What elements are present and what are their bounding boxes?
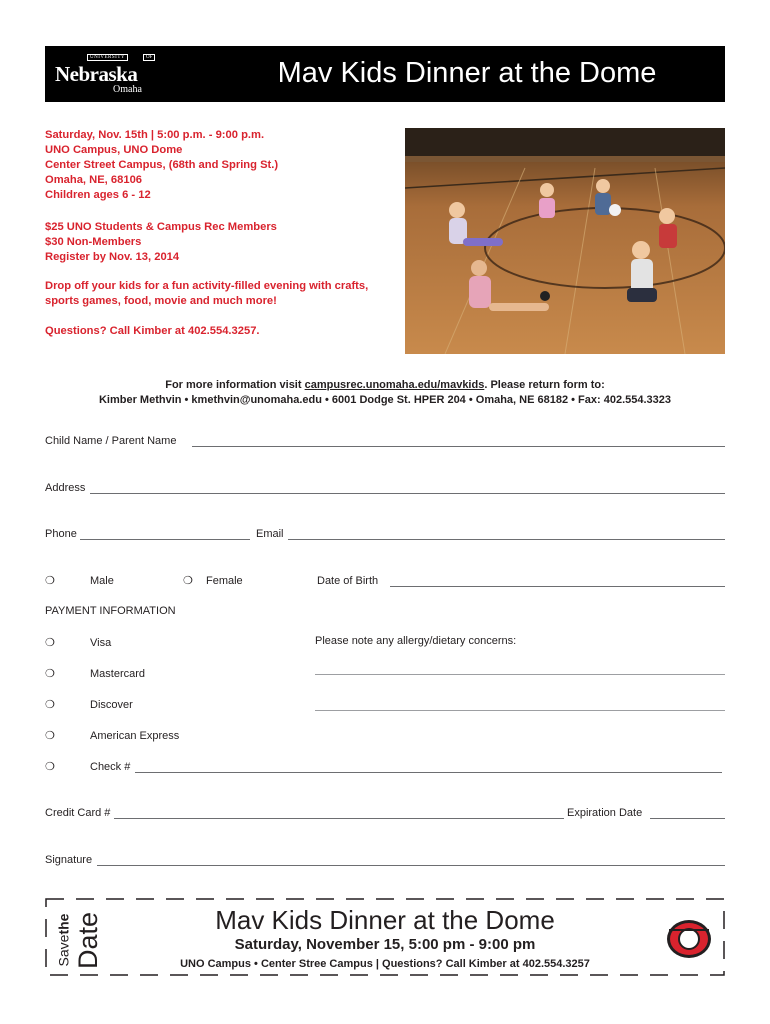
logo-university-text: UNIVERSITY xyxy=(87,54,128,61)
payment-heading: PAYMENT INFORMATION xyxy=(45,605,176,617)
expiration-field[interactable] xyxy=(650,818,725,819)
email-label: Email xyxy=(256,528,284,540)
contact-info xyxy=(45,378,725,408)
event-detail-line: Omaha, NE, 68106 xyxy=(45,174,143,186)
female-label: Female xyxy=(206,575,243,587)
allergy-field-line-1[interactable] xyxy=(315,674,725,675)
check-number-field[interactable] xyxy=(135,772,722,773)
expiration-label: Expiration Date xyxy=(567,807,643,819)
event-detail-line: Children ages 6 - 12 xyxy=(45,189,151,201)
email-field[interactable] xyxy=(288,539,725,540)
signature-field[interactable] xyxy=(97,865,725,866)
logo-of-text: OF xyxy=(143,54,155,61)
uno-o-logo xyxy=(663,916,715,962)
page-title: Mav Kids Dinner at the Dome xyxy=(277,57,657,89)
logo-nebraska-text: Nebraska xyxy=(55,62,138,86)
discover-label: Discover xyxy=(90,699,133,711)
save-the-date-line: UNO Campus • Center Stree Campus | Questions? Call Kimber at 402.554.3257 xyxy=(180,958,590,970)
child-parent-label: Child Name / Parent Name xyxy=(45,435,177,447)
pricing-line: $30 Non-Members xyxy=(45,236,142,248)
phone-field[interactable] xyxy=(80,539,250,540)
dob-label: Date of Birth xyxy=(317,575,379,587)
dob-field[interactable] xyxy=(390,586,725,587)
discover-checkbox[interactable]: ❍ xyxy=(45,699,55,711)
event-pricing xyxy=(45,220,395,265)
event-details xyxy=(45,128,395,203)
pricing-line: $25 UNO Students & Campus Rec Members xyxy=(45,221,277,233)
mastercard-label: Mastercard xyxy=(90,668,146,680)
unomaha-logo xyxy=(51,52,171,96)
male-label: Male xyxy=(90,575,114,587)
save-the-date-mark xyxy=(52,903,104,973)
description-line: sports games, food, movie and much more! xyxy=(45,295,277,307)
allergy-label: Please note any allergy/dietary concerns: xyxy=(315,635,517,647)
mastercard-checkbox[interactable]: ❍ xyxy=(45,668,55,680)
credit-card-field[interactable] xyxy=(114,818,564,819)
event-detail-line: UNO Campus, UNO Dome xyxy=(45,144,183,156)
info-url-link[interactable]: campusrec.unomaha.edu/mavkids xyxy=(304,379,485,391)
event-description xyxy=(45,279,395,309)
the-text: the xyxy=(55,913,72,935)
female-checkbox[interactable]: ❍ xyxy=(183,575,193,587)
male-checkbox[interactable]: ❍ xyxy=(45,575,55,587)
date-text: Date xyxy=(73,911,104,970)
amex-checkbox[interactable]: ❍ xyxy=(45,730,55,742)
signature-label: Signature xyxy=(45,854,93,866)
visa-checkbox[interactable]: ❍ xyxy=(45,637,55,649)
kids-gym-photo xyxy=(405,128,725,354)
save-the-date-title: Mav Kids Dinner at the Dome xyxy=(215,905,555,935)
amex-label: American Express xyxy=(90,730,180,742)
contact-prefix: For more information visit xyxy=(165,379,305,391)
allergy-field-line-2[interactable] xyxy=(315,710,725,711)
phone-label: Phone xyxy=(45,528,77,540)
contact-line-1 xyxy=(45,378,725,393)
check-checkbox[interactable]: ❍ xyxy=(45,761,55,773)
event-detail-line: Saturday, Nov. 15th | 5:00 p.m. - 9:00 p.m. xyxy=(45,129,265,141)
address-label: Address xyxy=(45,482,86,494)
event-questions: Questions? Call Kimber at 402.554.3257. xyxy=(45,325,260,337)
pricing-line: Register by Nov. 13, 2014 xyxy=(45,251,180,263)
event-detail-line: Center Street Campus, (68th and Spring St.) xyxy=(45,159,279,171)
save-text: Save xyxy=(55,934,72,967)
child-parent-field[interactable] xyxy=(192,446,725,447)
contact-line-2: Kimber Methvin • kmethvin@unomaha.edu • 6001 Dodge St. HPER 204 • Omaha, NE 68182 • Fax: 402.554.3323 xyxy=(98,394,672,406)
contact-suffix: . Please return form to: xyxy=(484,379,605,391)
description-line: Drop off your kids for a fun activity-filled evening with crafts, xyxy=(45,280,369,292)
visa-label: Visa xyxy=(90,637,112,649)
address-field[interactable] xyxy=(90,493,725,494)
save-the-date-subtitle: Saturday, November 15, 5:00 pm - 9:00 pm xyxy=(234,936,536,953)
logo-omaha-text: Omaha xyxy=(113,84,142,95)
check-label: Check # xyxy=(90,761,131,773)
header-banner xyxy=(45,46,725,102)
credit-card-label: Credit Card # xyxy=(45,807,111,819)
